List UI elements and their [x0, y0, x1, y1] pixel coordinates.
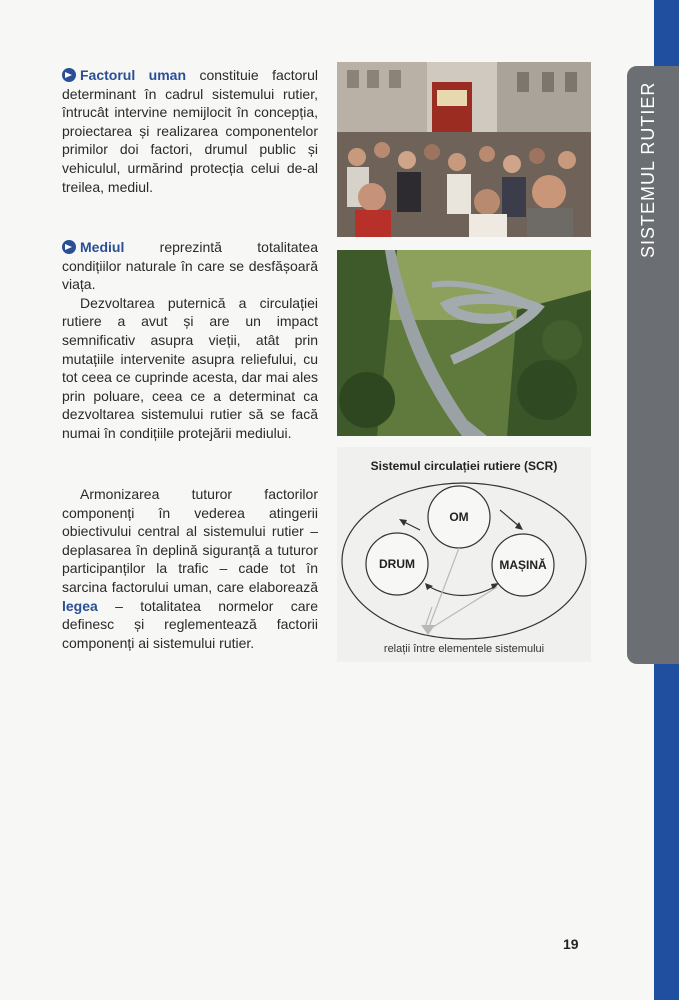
page-number: 19 [563, 936, 579, 952]
term-factorul-uman: Factorul uman [80, 67, 187, 83]
bullet-arrow-icon [62, 68, 76, 82]
text-armonizarea-2: – totalitatea normelor care definesc și reglementează factorii componenți ai sistemului rutier. [62, 597, 318, 651]
diagram-label-masina: MAȘINĂ [499, 558, 547, 572]
diagram-caption: relații între elementele sistemului [383, 643, 545, 655]
text-factorul-uman: constituie factorul determinant în cadrul sistemului rutier, întrucât intervine nemijlocit în concepția, proiectarea și realizarea componentelor primilor doi factori, drumul public și vehiculul, urmărind protecția celui de-al treilea, mediul. [62, 67, 318, 195]
diagram-scr [337, 447, 591, 662]
term-mediul: Mediul [80, 239, 125, 255]
diagram-title: Sistemul circulației rutiere (SCR) [370, 459, 558, 473]
diagram-label-drum: DRUM [379, 557, 415, 571]
diagram-label-om: OM [449, 510, 469, 524]
text-mediul: reprezintă totalitatea condițiilor naturale în care se desfășoară viața. [62, 239, 318, 293]
photo-crowd-street [337, 62, 591, 237]
chapter-side-tab-label: SISTEMUL RUTIER [638, 81, 658, 258]
term-legea: legea [62, 597, 98, 614]
bullet-arrow-icon [62, 240, 76, 254]
paragraph-mediul [62, 238, 318, 443]
paragraph-dezvoltarea: Dezvoltarea puternică a circulației rutiere a avut și are un impact semnificativ asupra vieții, atât prin mutațiile intervenite asupra reliefului, cu tot ceea ce cuprinde acesta, dar mai ales prin poluare, ceea ce a determinat ca dezvoltarea sistemului rutier să se facă numai în condițiile protejării mediului. [62, 294, 318, 441]
text-armonizarea-1: Armonizarea tuturor factorilor componenți în vederea atingerii obiectivului central al sistemului rutier – deplasarea în deplină siguranță a tuturor participanților la trafic – cade tot în sarcina factorului uman, care elaborează [62, 486, 318, 595]
chapter-side-tab-label-wrap [638, 81, 668, 259]
photo-mountain-road [337, 250, 591, 436]
paragraph-factorul-uman [62, 66, 318, 196]
paragraph-armonizarea [62, 485, 318, 652]
